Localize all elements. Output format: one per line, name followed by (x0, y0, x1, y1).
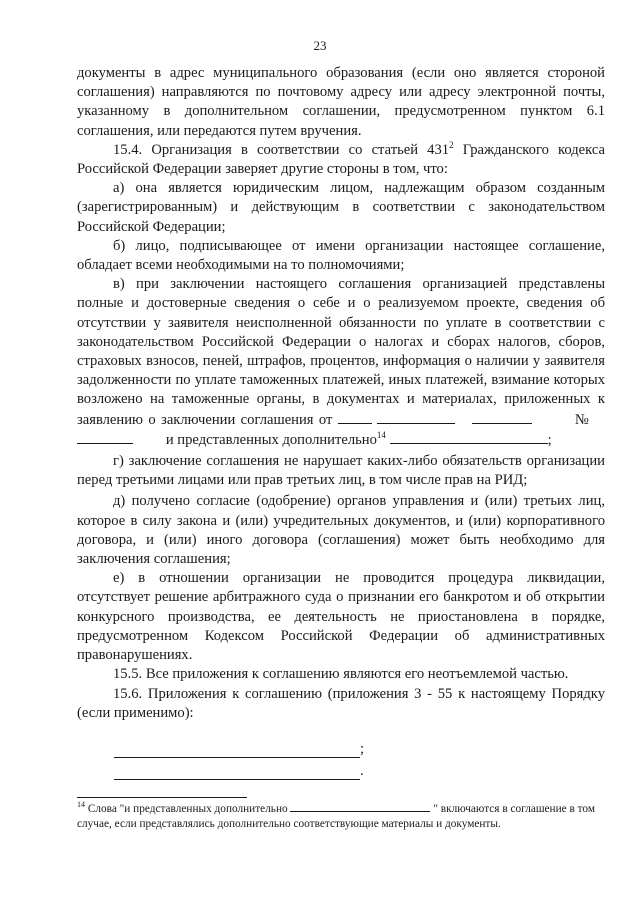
date-blank (472, 410, 532, 424)
appendix-line-end: . (360, 763, 364, 779)
clause-g: г) заключение соглашения не нарушает каких-либо обязательств организации перед третьими лицами или прав третьих лиц, в том числе прав на РИД; (77, 453, 605, 489)
appendix-line (114, 736, 364, 758)
footnote-blank (290, 801, 430, 812)
clause-d: д) получено согласие (одобрение) органов управления и (или) третьих лиц, которое в силу закона и (или) учредительных документов, и (или) корпоративного договора, и (или) иного договора (соглашения) может быть необходимо для заключения соглашения; (77, 493, 605, 568)
appendix-list (114, 736, 364, 780)
footnote-mark: 14 (77, 800, 85, 810)
paragraph-15-4-text-end: Гражданского кодекса Российской Федерации заверяет другие стороны в том, что: (77, 141, 605, 178)
clause-v-text: в) при заключении настоящего соглашения организацией представлены полные и достоверные сведения о себе и о реализуемом проекте, сведения об отсутствии у заявителя неисполненной обязанности по уплате в соответствии с законодательством Российской Федерации о налогах и сборах налогов, сборов, страховых взносов, пеней, штрафов, процентов, информация о наличии у заявителя задолженности по уплате таможенных платежей, иных платежей, взимание которых возложено на таможенные органы, в документах и материалах, приложенных к заявлению о заключении соглашения от (77, 276, 605, 428)
paragraph-15-6: 15.6. Приложения к соглашению (приложения 3 - 55 к настоящему Порядку (если применимо): (77, 685, 605, 721)
clause-a: а) она является юридическим лицом, надлежащим образом созданным (зарегистрированным) и действующим в соответствии с законодательством Российской Федерации; (77, 180, 605, 235)
clause-b: б) лицо, подписывающее от имени организации настоящее соглашение, обладает всеми необходимыми на то полномочиями; (77, 237, 605, 274)
page-number: 23 (313, 38, 327, 53)
clause-v (77, 275, 605, 450)
number-sign: № (574, 411, 591, 428)
article-superscript: 2 (449, 139, 454, 150)
appendix-line-end: ; (360, 741, 365, 757)
document-body (77, 64, 605, 723)
footnote-divider (77, 797, 247, 798)
appendix-blank (114, 744, 360, 758)
clause-v-tail: и представленных дополнительно (165, 431, 377, 448)
number-blank (77, 430, 133, 444)
footnote-14 (77, 801, 605, 831)
date-blank (377, 410, 455, 424)
additional-blank (390, 430, 548, 444)
paragraph-continuation: документы в адрес муниципального образования (если оно является стороной соглашения) направляются по почтовому адресу или адресу электронной почты, указанному в дополнительном соглашении, предусмотренном пунктом 6.1 соглашения, или передаются путем вручения. (77, 65, 605, 139)
footnote-text: Слова "и представленных дополнительно (85, 803, 288, 815)
footnote-text-end: " включаются в соглашение в том случае, если представлялись дополнительно соответствующие материалы и документы. (77, 803, 596, 830)
clause-v-end: ; (547, 431, 552, 448)
appendix-blank (114, 766, 360, 780)
paragraph-15-4 (77, 141, 605, 179)
paragraph-15-4-text: 15.4. Организация в соответствии со статьей 431 (113, 141, 450, 158)
date-blank (338, 410, 372, 424)
footnote-ref-14: 14 (376, 430, 386, 440)
paragraph-15-5: 15.5. Все приложения к соглашению являются его неотъемлемой частью. (113, 666, 569, 683)
clause-e: е) в отношении организации не проводится процедура ликвидации, отсутствует решение арбитражного суда о признании его банкротом и об открытии конкурсного производства, ее деятельность не приостановлена в порядке, предусмотренном Кодексом Российской Федерации об административных правонарушениях. (77, 570, 605, 664)
appendix-line (114, 758, 364, 780)
